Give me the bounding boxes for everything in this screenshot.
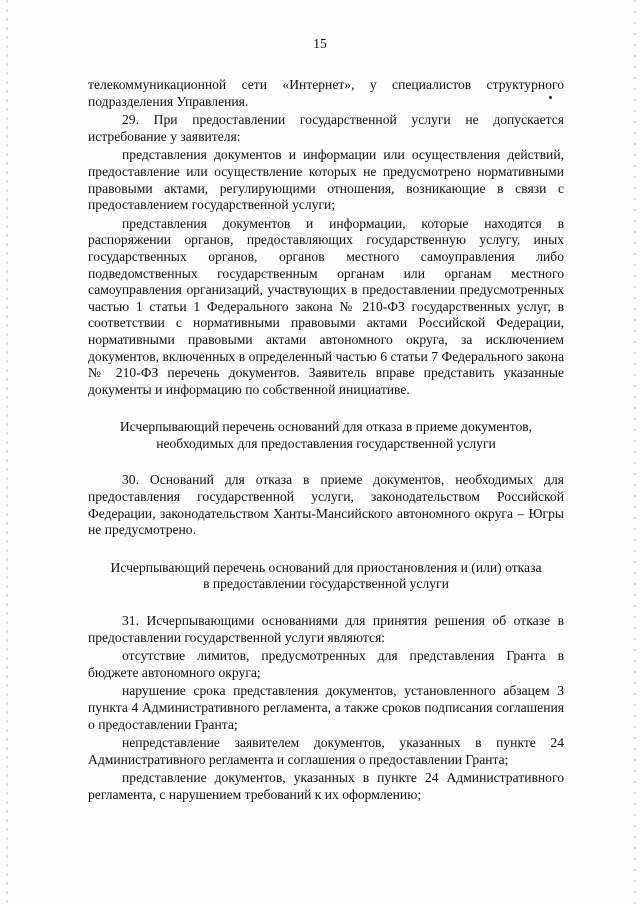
- heading-line: необходимых для предоставления государственной услуги: [156, 435, 496, 451]
- paragraph-continuation: телекоммуникационной сети «Интернет», у специалистов структурного подразделения Управления.: [88, 77, 564, 109]
- scan-edge-right: [634, 0, 636, 905]
- paragraph-29-item-2: представления документов и информации, которые находятся в распоряжении органов, предоставляющих государственную услугу, иных государственных органов, органов местного самоуправления либо подведомственных государственным органам или органам местного самоуправления организаций, участвующих в предоставлении предусмотренных частью 1 статьи 1 Федерального закона № 210-ФЗ государственных услуг, в соответствии с нормативными правовыми актами Российской Федерации, нормативными правовыми актами автономного округа, за исключением документов, включенных в определенный частью 6 статьи 7 Федерального закона № 210-ФЗ перечень документов. Заявитель вправе представить указанные документы и информацию по собственной инициативе.: [88, 215, 564, 397]
- paragraph-29: 29. При предоставлении государственной услуги не допускается истребование у заявителя:: [88, 112, 564, 144]
- paragraph-31-item-1: отсутствие лимитов, предусмотренных для представления Гранта в бюджете автономного округа;: [88, 648, 564, 680]
- heading-line: Исчерпывающий перечень оснований для приостановления и (или) отказа: [110, 559, 542, 575]
- paragraph-29-item-1: представления документов и информации или осуществления действий, предоставление или осуществление которых не предусмотрено нормативными правовыми актами, регулирующими отношения, возникающие в связи с предоставлением государственной услуги;: [88, 147, 564, 213]
- section-heading-refusal-intake: [88, 419, 564, 452]
- paragraph-31-item-2: нарушение срока представления документов, установленного абзацем 3 пункта 4 Административного регламента, а также сроков подписания соглашения о предоставлении Гранта;: [88, 683, 564, 732]
- heading-line: в предоставлении государственной услуги: [203, 576, 449, 592]
- paragraph-31-item-4: представление документов, указанных в пункте 24 Административного регламента, с нарушением требований к их оформлению;: [88, 770, 564, 802]
- paragraph-31: 31. Исчерпывающими основаниями для принятия решения об отказе в предоставлении государственной услуги являются:: [88, 613, 564, 645]
- scan-edge-left: [6, 0, 8, 905]
- document-body: [88, 77, 564, 804]
- section-heading-suspension-refusal: [88, 560, 564, 593]
- paragraph-30: 30. Оснований для отказа в приеме документов, необходимых для предоставления государственной услуги, законодательством Российской Федерации, законодательством Ханты-Мансийского автономного округа – Югры не предусмотрено.: [88, 472, 564, 538]
- paragraph-31-item-3: непредставление заявителем документов, указанных в пункте 24 Административного регламента и соглашения о предоставлении Гранта;: [88, 735, 564, 767]
- page-number: 15: [313, 36, 327, 51]
- heading-line: Исчерпывающий перечень оснований для отказа в приеме документов,: [119, 419, 533, 435]
